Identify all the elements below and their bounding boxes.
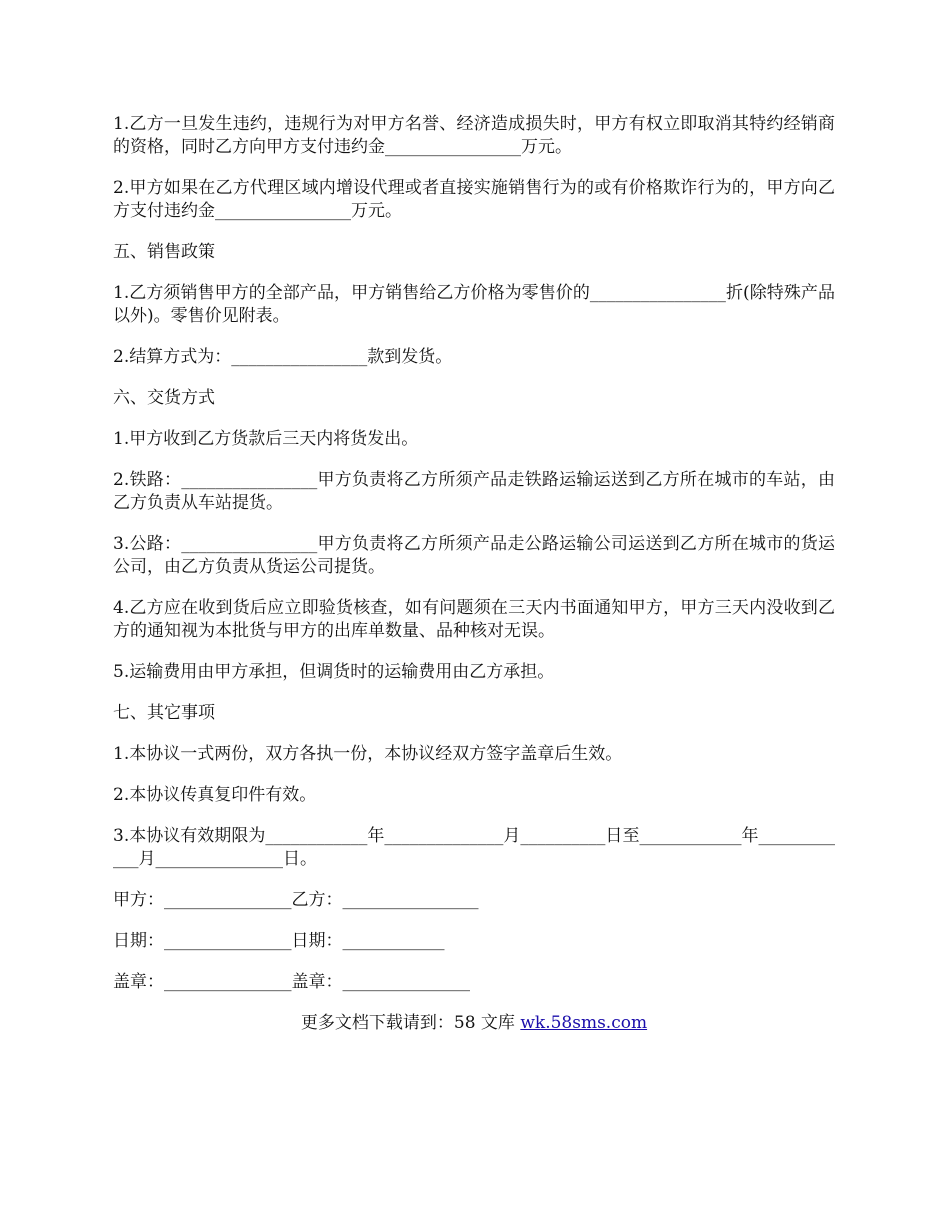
clause-paragraph: 2.铁路：________________甲方负责将乙方所须产品走铁路运输运送到乙方所在城市的车站，由乙方负责从车站提货。	[113, 470, 835, 513]
section-heading: 七、其它事项	[113, 703, 215, 723]
signature-row: 日期：_______________日期：____________	[113, 931, 445, 951]
clause-paragraph: 2.结算方式为：________________款到发货。	[113, 347, 453, 367]
signature-row: 甲方：_______________乙方：________________	[113, 890, 479, 910]
clause-paragraph: 3.公路：________________甲方负责将乙方所须产品走公路运输公司运送到乙方所在城市的货运公司，由乙方负责从货运公司提货。	[113, 534, 835, 577]
footer-prefix: 更多文档下载请到：58 文库	[300, 1013, 521, 1033]
section-heading: 六、交货方式	[113, 388, 215, 408]
clause-paragraph: 4.乙方应在收到货后应立即验货核查，如有问题须在三天内书面通知甲方，甲方三天内没收到乙方的通知视为本批货与甲方的出库单数量、品种核对无误。	[113, 598, 835, 641]
signature-block	[113, 889, 835, 994]
footer	[113, 1012, 835, 1035]
clauses	[113, 113, 835, 871]
clause-paragraph: 1.本协议一式两份，双方各执一份，本协议经双方签字盖章后生效。	[113, 744, 623, 764]
clause-paragraph: 5.运输费用由甲方承担，但调货时的运输费用由乙方承担。	[113, 662, 555, 682]
clause-paragraph: 1.乙方须销售甲方的全部产品，甲方销售给乙方价格为零售价的________________折(除特殊产品以外)。零售价见附表。	[113, 283, 835, 326]
clause-paragraph: 1.甲方收到乙方货款后三天内将货发出。	[113, 429, 419, 449]
footer-link[interactable]: wk.58sms.com	[520, 1013, 648, 1033]
clause-paragraph: 1.乙方一旦发生违约，违规行为对甲方名誉、经济造成损失时，甲方有权立即取消其特约经销商的资格，同时乙方向甲方支付违约金________________万元。	[113, 114, 835, 157]
contract-body	[113, 113, 835, 1035]
signature-row: 盖章：_______________盖章：_______________	[113, 972, 470, 992]
clause-paragraph: 2.甲方如果在乙方代理区域内增设代理或者直接实施销售行为的或有价格欺诈行为的，甲方向乙方支付违约金________________万元。	[113, 178, 835, 221]
clause-paragraph: 3.本协议有效期限为____________年______________月__________日至____________年____________月_______________日。	[113, 826, 835, 869]
section-heading: 五、销售政策	[113, 242, 215, 262]
clause-paragraph: 2.本协议传真复印件有效。	[113, 785, 317, 805]
